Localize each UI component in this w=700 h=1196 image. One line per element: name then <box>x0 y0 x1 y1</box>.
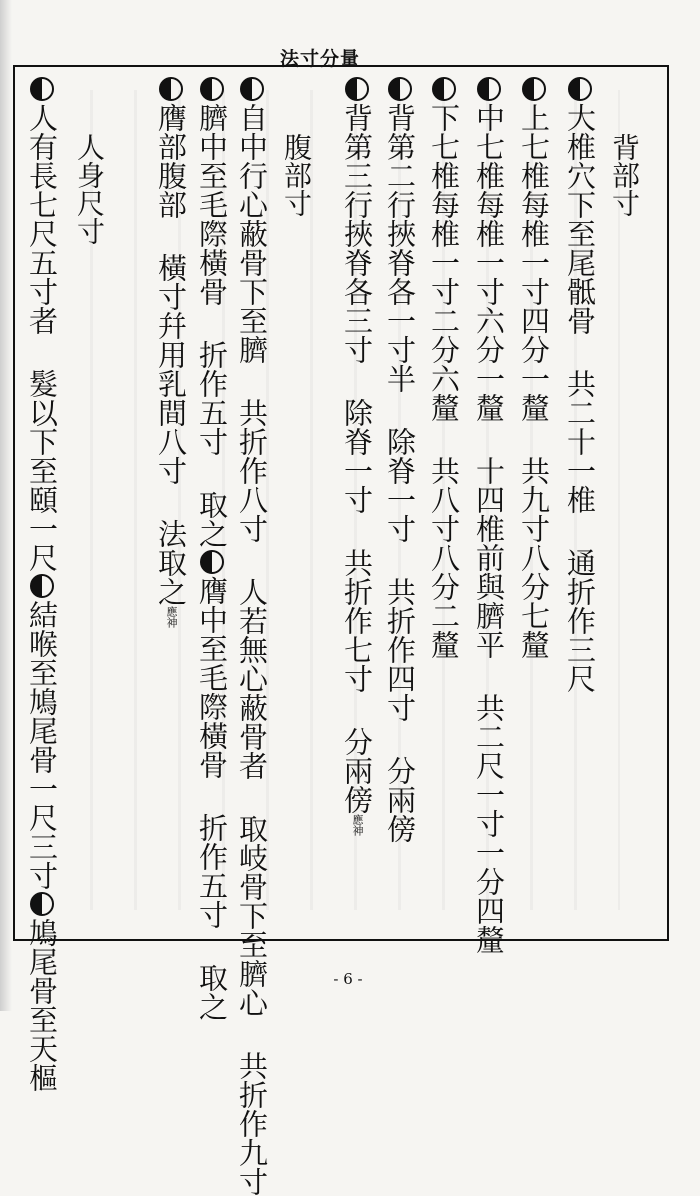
text-column-abdomen-2: 臍中至毛際橫骨 折作五寸 取之膺中至毛際橫骨 折作五寸 取之 <box>193 75 231 1021</box>
circle-marker-icon <box>200 550 224 574</box>
circle-marker-icon <box>200 77 224 101</box>
page-number: - 6 - <box>333 970 363 988</box>
circle-marker-icon <box>30 77 54 101</box>
page-header: 法寸分量 <box>280 48 361 70</box>
text-column-abdomen-1: 自中行心蔽骨下至臍 共折作八寸 人若無心蔽骨者 取岐骨下至臍心 共折作九寸 <box>233 75 271 1196</box>
section-title-back: 背部寸 <box>608 133 641 217</box>
text-column-back-2: 上七椎每椎一寸四分一釐 共九寸八分七釐 <box>515 75 553 659</box>
text-column-back-5: 背第二行挾脊各一寸半 除脊一寸 共折作四寸 分兩傍 <box>381 75 419 843</box>
section-title-body: 人身尺寸 <box>73 133 106 245</box>
circle-marker-icon <box>522 77 546 101</box>
circle-marker-icon <box>568 77 592 101</box>
text-column-back-3: 中七椎每椎一寸六分一釐 十四椎前與臍平 共二尺一寸一分四釐 <box>470 75 508 954</box>
circle-marker-icon <box>477 77 501 101</box>
circle-marker-icon <box>388 77 412 101</box>
circle-marker-icon <box>432 77 456 101</box>
text-frame <box>13 65 669 1196</box>
circle-marker-icon <box>30 574 54 598</box>
text-column-back-6: 背第三行挾脊各三寸 除脊一寸 共折作七寸 分兩傍應神 <box>338 75 376 836</box>
binding-shadow <box>0 0 12 1011</box>
circle-marker-icon <box>30 892 54 916</box>
circle-marker-icon <box>345 77 369 101</box>
circle-marker-icon <box>159 77 183 101</box>
text-column-abdomen-3: 膺部腹部 橫寸幷用乳間八寸 法取之應神 <box>152 75 190 628</box>
text-column-body-1: 人有長七尺五寸者 髮以下至頤一尺結喉至鳩尾骨一尺三寸鳩尾骨至天樞 <box>23 75 61 1092</box>
section-title-abdomen: 腹部寸 <box>280 133 313 217</box>
text-column-back-1: 大椎穴下至尾骶骨 共二十一椎 通折作三尺 <box>561 75 599 693</box>
circle-marker-icon <box>240 77 264 101</box>
text-column-back-4: 下七椎每椎一寸二分六釐 共八寸八分二釐 <box>425 75 463 659</box>
